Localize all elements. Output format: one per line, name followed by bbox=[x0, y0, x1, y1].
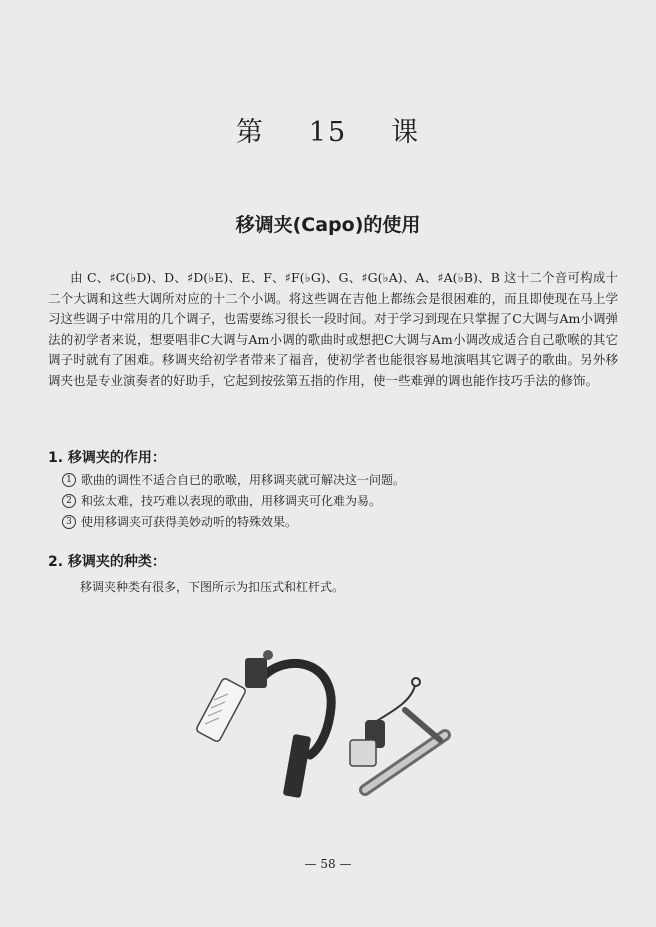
section2-heading: 2. 移调夹的种类： bbox=[48, 554, 166, 570]
photo-caption: 移调夹种类有很多，下图所示为扣压式和杠杆式。 bbox=[80, 580, 345, 594]
lever-capo-illustration bbox=[350, 678, 445, 790]
lesson-title bbox=[0, 110, 656, 149]
circled-number: 1 bbox=[62, 473, 76, 487]
lesson-suffix: 课 bbox=[391, 117, 421, 148]
clamp-capo-illustration bbox=[195, 650, 331, 798]
lesson-number: 15 bbox=[308, 117, 348, 148]
intro-paragraph bbox=[48, 268, 618, 391]
function-list bbox=[62, 470, 622, 533]
page-number: — 58 — bbox=[304, 857, 352, 871]
circled-number: 2 bbox=[62, 494, 76, 508]
list-item-text: 和弦太难，技巧难以表现的歌曲，用移调夹可化难为易。 bbox=[81, 494, 382, 508]
list-item bbox=[62, 470, 622, 491]
section-title: 移调夹(Capo)的使用 bbox=[235, 214, 421, 236]
list-item bbox=[62, 512, 622, 533]
list-item bbox=[62, 491, 622, 512]
list-item-text: 使用移调夹可获得美妙动听的特殊效果。 bbox=[81, 515, 298, 529]
circled-number: 3 bbox=[62, 515, 76, 529]
list-item-text: 歌曲的调性不适合自已的歌喉，用移调夹就可解决这一问题。 bbox=[81, 473, 406, 487]
section1-heading: 1. 移调夹的作用： bbox=[48, 450, 166, 466]
lesson-prefix: 第 bbox=[235, 117, 265, 148]
intro-text: 由 C、♯C(♭D)、D、♯D(♭E)、E、F、♯F(♭G)、G、♯G(♭A)、A、♯A(♭B)、B 这十二个音可构成十二个大调和这些大调所对应的十二个小调。将这些调在吉他上都练会是很困难的，而且即使现在马上学习这些调子中常用的几个调子，也需要练习很长一段时间。对于学习到现在只掌握了C大调与Am小调弹法的初学者来说，想要唱非C大调与Am小调的歌曲时或想把C大调与Am小调改成适合自己歌喉的其它调子时就有了困难。移调夹给初学者带来了福音，使初学者也能很容易地演唱其它调子的歌曲。另外移调夹也是专业演奏者的好助手，它起到按弦第五指的作用，使一些难弹的调也能作技巧手法的修饰。 bbox=[48, 270, 618, 388]
capo-photo bbox=[190, 640, 460, 810]
